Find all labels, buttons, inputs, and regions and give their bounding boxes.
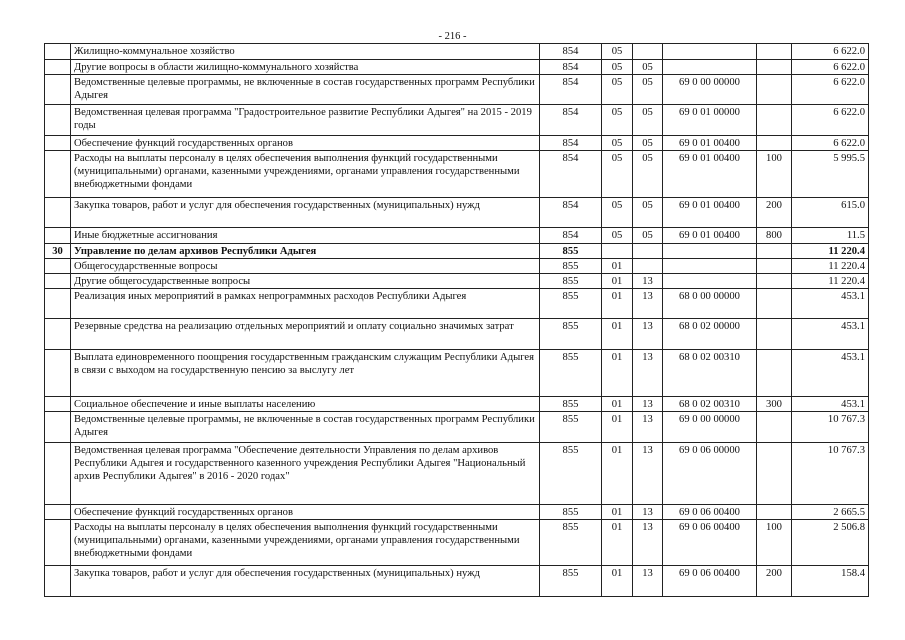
expense-name: Ведомственные целевые программы, не включенные в состав государственных программ Республики Адыгея [71, 412, 540, 443]
grbs-code: 855 [540, 259, 602, 274]
row-number [45, 274, 71, 289]
section-code: 01 [602, 350, 633, 397]
subsection-code: 13 [633, 520, 663, 566]
grbs-code: 854 [540, 198, 602, 228]
amount: 10 767.3 [792, 412, 869, 443]
subsection-code: 05 [633, 75, 663, 105]
section-code: 01 [602, 412, 633, 443]
table-row [45, 228, 869, 244]
grbs-code: 854 [540, 228, 602, 244]
expense-name: Ведомственные целевые программы, не включенные в состав государственных программ Республики Адыгея [71, 75, 540, 105]
expense-name: Реализация иных мероприятий в рамках непрограммных расходов Республики Адыгея [71, 289, 540, 319]
section-code: 05 [602, 228, 633, 244]
subsection-code: 05 [633, 105, 663, 136]
expense-type-code [757, 289, 792, 319]
expense-type-code [757, 75, 792, 105]
amount: 5 995.5 [792, 151, 869, 198]
grbs-code: 855 [540, 443, 602, 505]
expense-name: Жилищно-коммунальное хозяйство [71, 44, 540, 60]
grbs-code: 855 [540, 566, 602, 597]
row-number: 30 [45, 244, 71, 259]
table-row [45, 151, 869, 198]
section-code: 01 [602, 259, 633, 274]
subsection-code: 05 [633, 151, 663, 198]
expense-name: Закупка товаров, работ и услуг для обеспечения государственных (муниципальных) нужд [71, 198, 540, 228]
row-number [45, 259, 71, 274]
expense-type-code [757, 105, 792, 136]
target-article-code: 68 0 00 00000 [663, 289, 757, 319]
page-number: - 216 - [438, 31, 467, 42]
grbs-code: 855 [540, 289, 602, 319]
row-number [45, 412, 71, 443]
expense-name: Резервные средства на реализацию отдельных мероприятий и оплату социально значимых затрат [71, 319, 540, 350]
section-code: 05 [602, 75, 633, 105]
subsection-code: 13 [633, 397, 663, 412]
expense-name: Расходы на выплаты персоналу в целях обеспечения выполнения функций государственными (муниципальными) органами, казенными учреждениями, органами управления государственными внебюджетными фондами [71, 520, 540, 566]
section-code: 01 [602, 289, 633, 319]
subsection-code: 13 [633, 289, 663, 319]
amount: 6 622.0 [792, 136, 869, 151]
grbs-code: 854 [540, 75, 602, 105]
row-number [45, 443, 71, 505]
amount: 11 220.4 [792, 274, 869, 289]
table-row [45, 244, 869, 259]
table-row [45, 198, 869, 228]
expense-type-code [757, 274, 792, 289]
amount: 11 220.4 [792, 259, 869, 274]
table-row [45, 60, 869, 75]
row-number [45, 151, 71, 198]
grbs-code: 855 [540, 520, 602, 566]
row-number [45, 566, 71, 597]
section-code: 01 [602, 505, 633, 520]
section-code: 05 [602, 60, 633, 75]
expense-type-code [757, 319, 792, 350]
amount: 453.1 [792, 319, 869, 350]
target-article-code: 68 0 02 00310 [663, 350, 757, 397]
table-row [45, 397, 869, 412]
expense-type-code: 100 [757, 520, 792, 566]
subsection-code: 13 [633, 274, 663, 289]
section-code: 05 [602, 44, 633, 60]
target-article-code: 69 0 06 00400 [663, 505, 757, 520]
row-number [45, 136, 71, 151]
section-code: 01 [602, 443, 633, 505]
amount: 6 622.0 [792, 75, 869, 105]
amount: 6 622.0 [792, 105, 869, 136]
table-row [45, 105, 869, 136]
row-number [45, 397, 71, 412]
section-code: 05 [602, 105, 633, 136]
table-row [45, 289, 869, 319]
amount: 10 767.3 [792, 443, 869, 505]
section-code [602, 244, 633, 259]
subsection-code [633, 259, 663, 274]
table-row [45, 520, 869, 566]
row-number [45, 319, 71, 350]
expense-name: Общегосударственные вопросы [71, 259, 540, 274]
subsection-code: 05 [633, 198, 663, 228]
target-article-code: 69 0 06 00400 [663, 520, 757, 566]
expense-name: Иные бюджетные ассигнования [71, 228, 540, 244]
row-number [45, 289, 71, 319]
expense-type-code: 300 [757, 397, 792, 412]
amount: 615.0 [792, 198, 869, 228]
grbs-code: 855 [540, 319, 602, 350]
grbs-code: 854 [540, 151, 602, 198]
target-article-code [663, 60, 757, 75]
grbs-code: 855 [540, 274, 602, 289]
row-number [45, 75, 71, 105]
expense-name: Ведомственная целевая программа "Градостроительное развитие Республики Адыгея" на 2015 - 2019 годы [71, 105, 540, 136]
subsection-code: 13 [633, 319, 663, 350]
target-article-code: 68 0 02 00000 [663, 319, 757, 350]
grbs-code: 854 [540, 60, 602, 75]
row-number [45, 520, 71, 566]
expense-name: Выплата единовременного поощрения государственным гражданским служащим Республики Адыгея в связи с выходом на государственную пенсию за выслугу лет [71, 350, 540, 397]
amount: 158.4 [792, 566, 869, 597]
target-article-code: 69 0 01 00000 [663, 105, 757, 136]
target-article-code: 69 0 01 00400 [663, 228, 757, 244]
amount: 2 665.5 [792, 505, 869, 520]
section-code: 01 [602, 274, 633, 289]
section-code: 05 [602, 198, 633, 228]
section-code: 05 [602, 151, 633, 198]
target-article-code [663, 274, 757, 289]
grbs-code: 855 [540, 397, 602, 412]
subsection-code [633, 44, 663, 60]
expense-type-code [757, 412, 792, 443]
row-number [45, 505, 71, 520]
grbs-code: 854 [540, 44, 602, 60]
amount: 6 622.0 [792, 44, 869, 60]
amount: 453.1 [792, 350, 869, 397]
section-code: 01 [602, 397, 633, 412]
subsection-code [633, 244, 663, 259]
amount: 453.1 [792, 289, 869, 319]
target-article-code [663, 259, 757, 274]
target-article-code: 69 0 06 00400 [663, 566, 757, 597]
expense-name: Закупка товаров, работ и услуг для обеспечения государственных (муниципальных) нужд [71, 566, 540, 597]
expense-type-code: 800 [757, 228, 792, 244]
amount: 2 506.8 [792, 520, 869, 566]
row-number [45, 44, 71, 60]
table-row [45, 44, 869, 60]
section-code: 01 [602, 319, 633, 350]
expense-name: Ведомственная целевая программа "Обеспечение деятельности Управления по делам архивов Республики Адыгея и государственного казенного учреждения Республики Адыгея "Национальный архив Республики Адыгея" в 2016 - 2020 годах" [71, 443, 540, 505]
expense-type-code: 200 [757, 566, 792, 597]
row-number [45, 350, 71, 397]
table-row [45, 259, 869, 274]
table-row [45, 412, 869, 443]
expense-type-code [757, 259, 792, 274]
expense-type-code [757, 44, 792, 60]
expense-type-code [757, 443, 792, 505]
table-row [45, 566, 869, 597]
table-body [45, 44, 869, 597]
subsection-code: 05 [633, 136, 663, 151]
grbs-code: 854 [540, 136, 602, 151]
expense-name: Другие общегосударственные вопросы [71, 274, 540, 289]
amount: 11.5 [792, 228, 869, 244]
target-article-code: 69 0 01 00400 [663, 198, 757, 228]
target-article-code: 69 0 00 00000 [663, 412, 757, 443]
subsection-code: 13 [633, 505, 663, 520]
section-code: 05 [602, 136, 633, 151]
amount: 6 622.0 [792, 60, 869, 75]
table-row [45, 505, 869, 520]
grbs-code: 855 [540, 412, 602, 443]
subsection-code: 05 [633, 60, 663, 75]
section-code: 01 [602, 520, 633, 566]
row-number [45, 198, 71, 228]
table-row [45, 350, 869, 397]
table-row [45, 443, 869, 505]
grbs-code: 855 [540, 244, 602, 259]
grbs-code: 855 [540, 505, 602, 520]
row-number [45, 228, 71, 244]
subsection-code: 13 [633, 350, 663, 397]
target-article-code: 69 0 00 00000 [663, 75, 757, 105]
table-row [45, 274, 869, 289]
amount: 453.1 [792, 397, 869, 412]
grbs-code: 855 [540, 350, 602, 397]
expense-type-code [757, 505, 792, 520]
expense-type-code: 100 [757, 151, 792, 198]
table-row [45, 319, 869, 350]
budget-table [44, 43, 869, 597]
target-article-code [663, 44, 757, 60]
expense-name: Социальное обеспечение и иные выплаты населению [71, 397, 540, 412]
expense-type-code: 200 [757, 198, 792, 228]
expense-name: Обеспечение функций государственных органов [71, 505, 540, 520]
expense-name: Обеспечение функций государственных органов [71, 136, 540, 151]
target-article-code: 68 0 02 00310 [663, 397, 757, 412]
table-row [45, 75, 869, 105]
target-article-code: 69 0 01 00400 [663, 136, 757, 151]
subsection-code: 13 [633, 566, 663, 597]
expense-type-code [757, 350, 792, 397]
target-article-code [663, 244, 757, 259]
subsection-code: 05 [633, 228, 663, 244]
expense-type-code [757, 60, 792, 75]
expense-type-code [757, 244, 792, 259]
target-article-code: 69 0 06 00000 [663, 443, 757, 505]
row-number [45, 105, 71, 136]
section-code: 01 [602, 566, 633, 597]
amount: 11 220.4 [792, 244, 869, 259]
target-article-code: 69 0 01 00400 [663, 151, 757, 198]
expense-name: Управление по делам архивов Республики Адыгея [71, 244, 540, 259]
subsection-code: 13 [633, 443, 663, 505]
expense-name: Другие вопросы в области жилищно-коммунального хозяйства [71, 60, 540, 75]
subsection-code: 13 [633, 412, 663, 443]
row-number [45, 60, 71, 75]
grbs-code: 854 [540, 105, 602, 136]
expense-name: Расходы на выплаты персоналу в целях обеспечения выполнения функций государственными (муниципальными) органами, казенными учреждениями, органами управления государственными внебюджетными фондами [71, 151, 540, 198]
expense-type-code [757, 136, 792, 151]
table-row [45, 136, 869, 151]
